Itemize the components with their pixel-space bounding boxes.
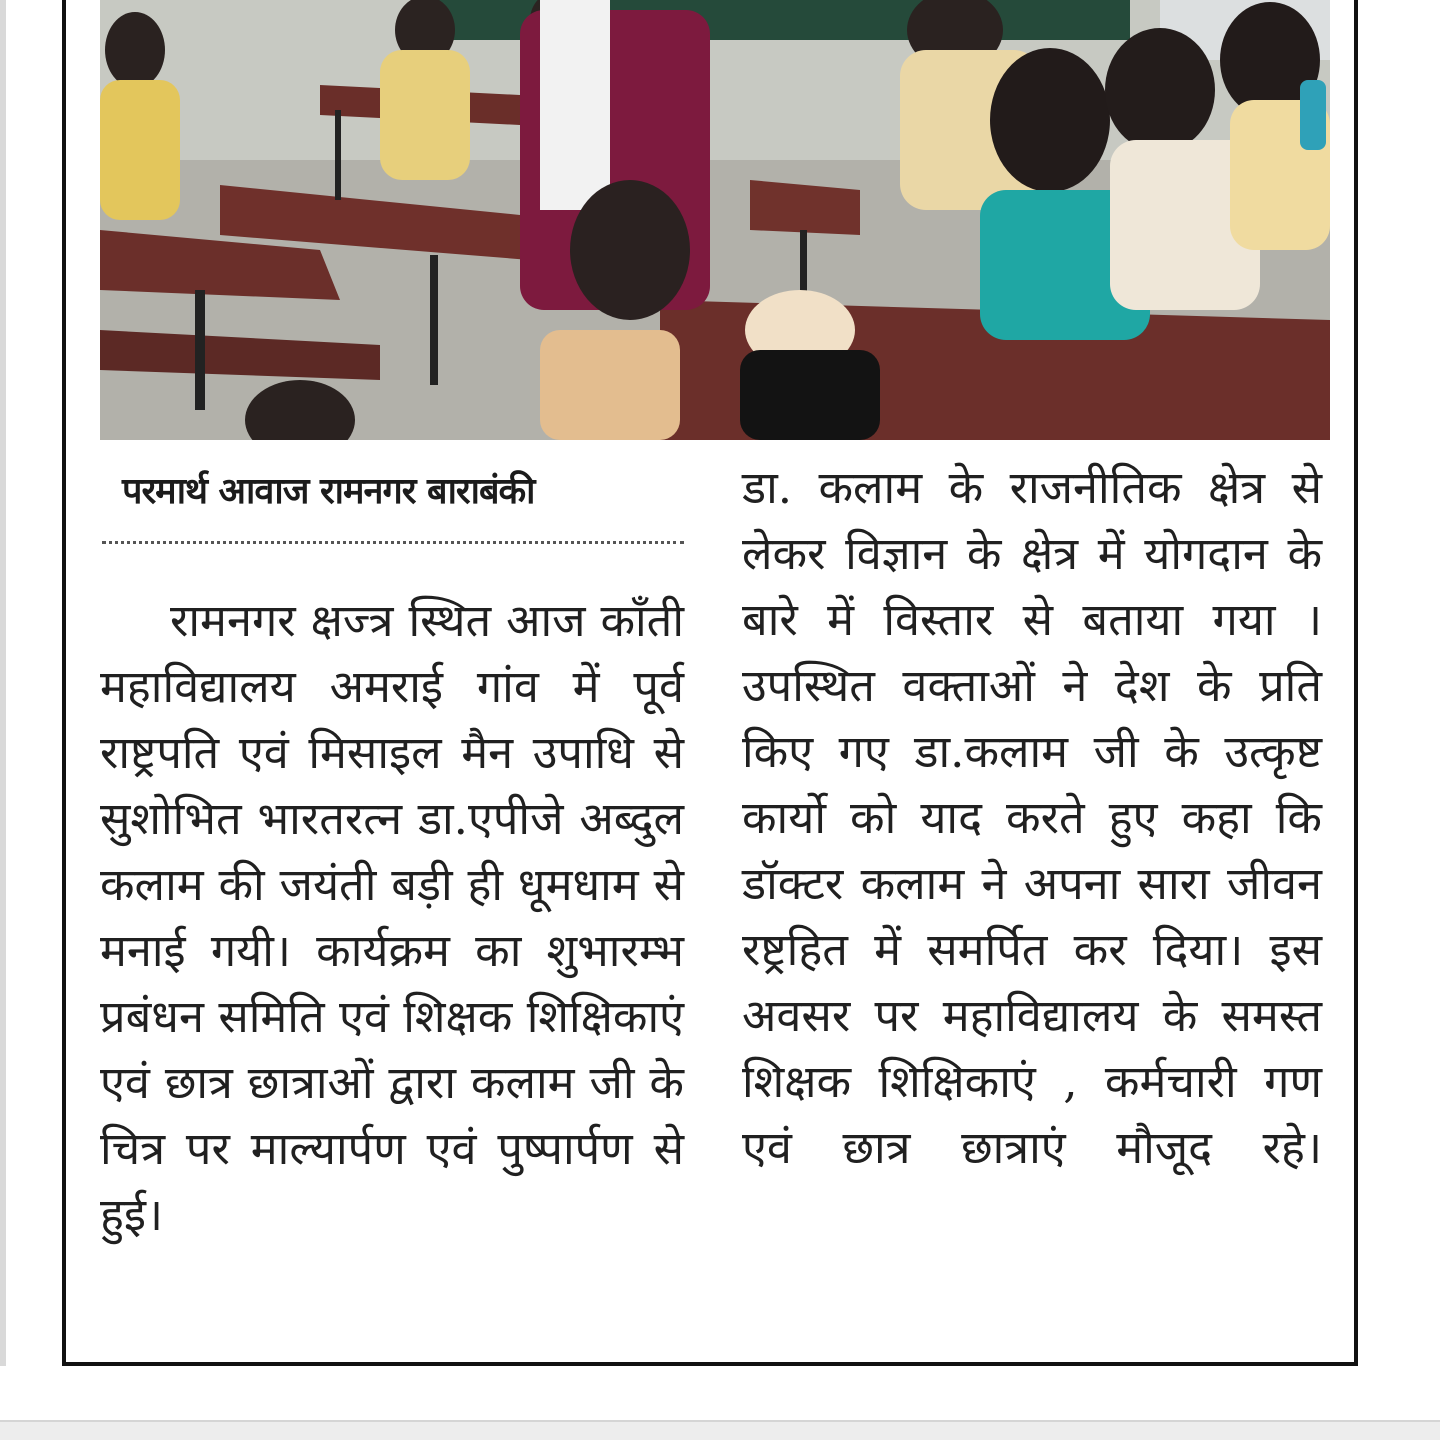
article-left-column: रामनगर क्षज्त्र स्थित आज काँती महाविद्यालय अमराई गांव में पूर्व राष्ट्रपति एवं मिसाइल मैन उपाधि से सुशोभित भारतरत्न डा.एपीजे अब्दुल कलाम की जयंती बड़ी ही धूमधाम से मनाई गयी। कार्यक्रम का शुभारम्भ प्रबंधन समिति एवं शिक्षक शिक्षिकाएं एवं छात्र छात्राओं द्वारा कलाम जी के चित्र पर माल्यार्पण एवं पुष्पार्पण से हुई। [100, 594, 684, 1241]
article-right-column: डा. कलाम के राजनीतिक क्षेत्र से लेकर विज्ञान के क्षेत्र में योगदान के बारे में विस्तार से बताया गया । उपस्थित वक्ताओं ने देश के प्रति किए गए डा.कलाम जी के उत्कृष्ट कार्यो को याद करते हुए कहा कि डॉक्टर कलाम ने अपना सारा जीवन रष्ट्रहित में समर्पित कर दिया। इस अवसर पर महाविद्यालय के समस्त शिक्षक शिक्षिकाएं , कर्मचारी गण एवं छात्र छात्राएं मौजूद रहे। [742, 461, 1322, 1174]
classroom-photo-illustration [100, 0, 1330, 440]
dateline: परमार्थ आवाज रामनगर बाराबंकी [122, 471, 535, 512]
left-edge-shadow [0, 0, 6, 1366]
page-bottom-strip [0, 1420, 1440, 1440]
news-photo [100, 0, 1330, 440]
dotted-divider [102, 541, 684, 544]
